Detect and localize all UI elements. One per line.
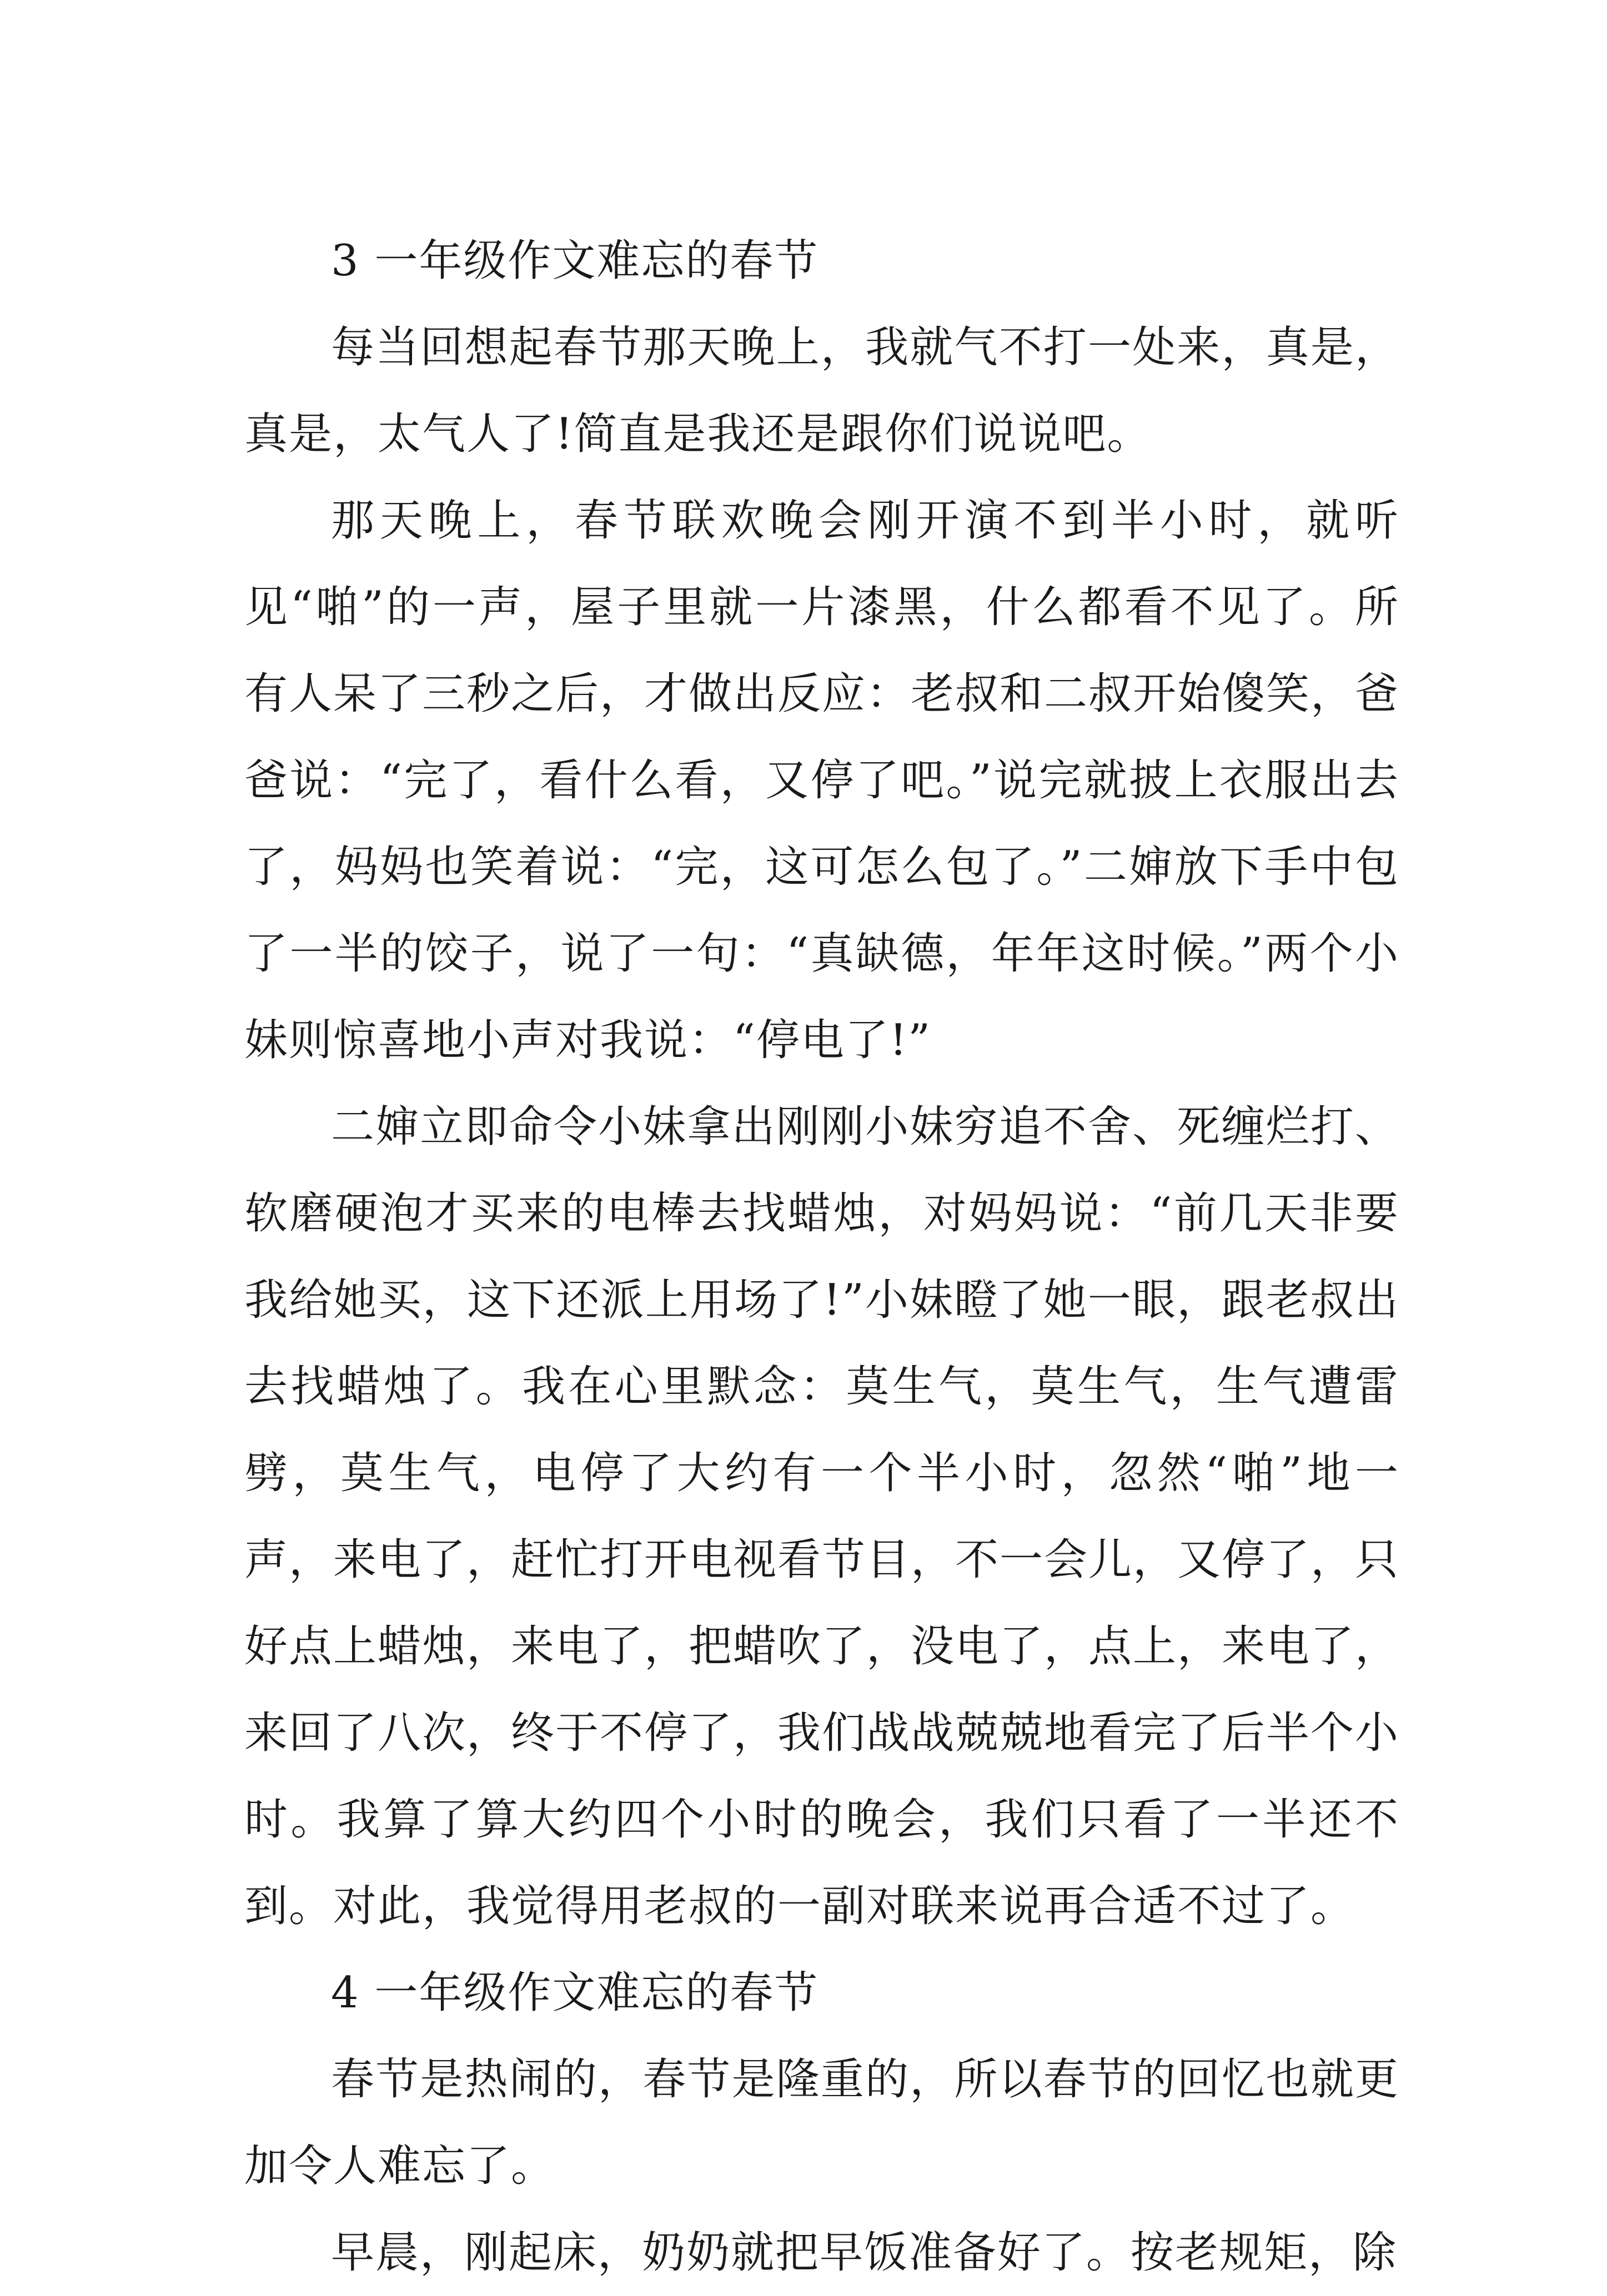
paragraph: 那天晚上，春节联欢晚会刚开演不到半小时，就听见“啪”的一声，屋子里就一片漆黑，什么都看不见了。所有人呆了三秒之后，才做出反应：老叔和二叔开始傻笑，爸爸说：“完了，看什么看，又停了吧。”说完就披上衣服出去了，妈妈也笑着说：“完，这可怎么包了。”二婶放下手中包了一半的饺子，说了一句：“真缺德，年年这时候。”两个小妹则惊喜地小声对我说：“停电了!” xyxy=(244,496,1400,1065)
section-heading-3: 3 一年级作文难忘的春节 xyxy=(331,236,819,286)
document-body xyxy=(244,218,1399,2296)
paragraph: 春节是热闹的，春节是隆重的，所以春节的回忆也就更加令人难忘了。 xyxy=(244,2055,1399,2191)
paragraph: 二婶立即命令小妹拿出刚刚小妹穷追不舍、死缠烂打、软磨硬泡才买来的电棒去找蜡烛，对妈妈说：“前几天非要我给她买，这下还派上用场了!”小妹瞪了她一眼，跟老叔出去找蜡烛了。我在心里默念：莫生气，莫生气，生气遭雷劈，莫生气，电停了大约有一个半小时，忽然“啪”地一声，来电了，赶忙打开电视看节目，不一会儿，又停了，只好点上蜡烛，来电了，把蜡吹了，没电了，点上，来电了，来回了八次，终于不停了，我们战战兢兢地看完了后半个小时。我算了算大约四个小时的晚会，我们只看了一半还不到。对此，我觉得用老叔的一副对联来说再合适不过了。 xyxy=(244,1102,1400,1931)
section-heading-4: 4 一年级作文难忘的春节 xyxy=(331,1968,819,2018)
paragraph: 每当回想起春节那天晚上，我就气不打一处来，真是，真是，太气人了!简直是我还是跟你们说说吧。 xyxy=(244,323,1399,459)
paragraph: 早晨，刚起床，奶奶就把早饭准备好了。按老规矩，除 xyxy=(331,2228,1398,2278)
